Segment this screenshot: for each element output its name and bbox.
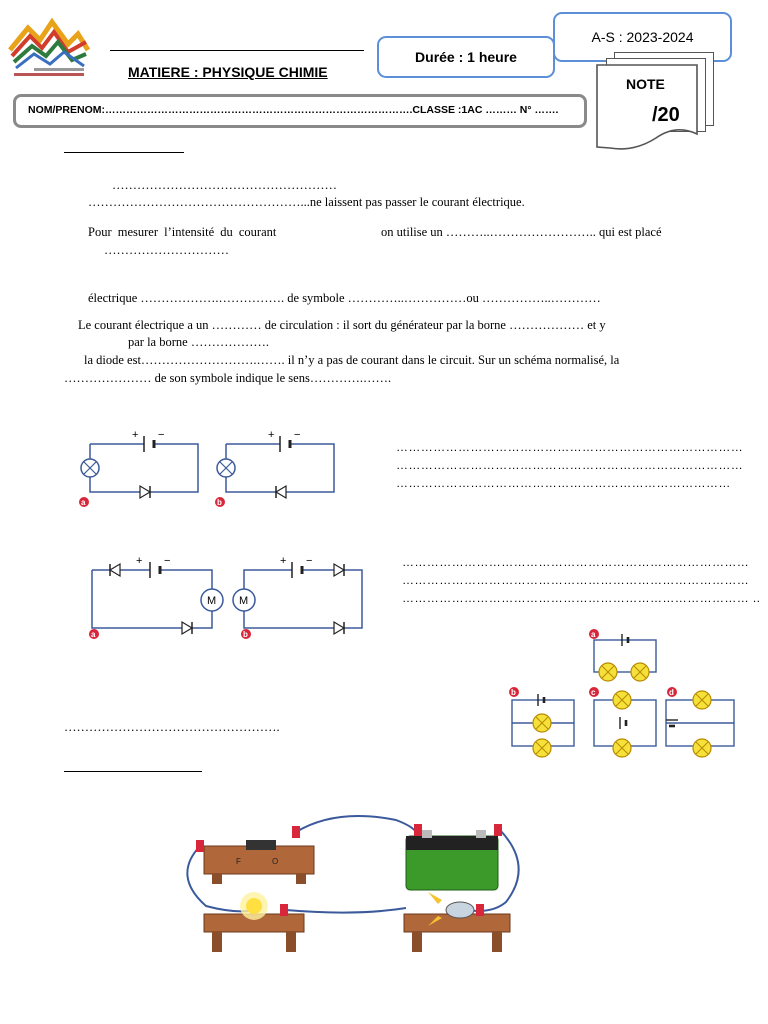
svg-text:c: c [591, 688, 596, 697]
student-info-text: NOM/PRENOM:…………………………………………………………………………….CLASSE :1AC ……… N° ……. [28, 104, 559, 116]
text-line-1: ……………………………………………… [112, 178, 337, 192]
note-sheet [596, 64, 700, 154]
svg-text:+: + [280, 555, 287, 567]
section-heading-line-2 [64, 771, 202, 772]
answer-line-1c: ……………………………………………………………………… [396, 476, 731, 490]
lamp-circuits-group [506, 626, 742, 764]
svg-text:b: b [511, 688, 516, 697]
text-line-6: Le courant électrique a un ………… de circulation : il sort du générateur par la borne ……………… et y [78, 318, 606, 332]
text-line-8: la diode est……………………….……. il n’y a pas de courant dans le circuit. Sur un schéma normalisé, la [84, 353, 620, 367]
svg-text:M: M [239, 595, 249, 607]
svg-text:−: − [306, 555, 313, 567]
answer-line-2b: ………………………………………………………………………… [402, 573, 750, 587]
header-top-line [110, 50, 364, 51]
circuit-motor-a [80, 552, 230, 642]
text-line-5: électrique ……………….……………. de symbole …………..……………ou ……………..………… [88, 291, 601, 305]
svg-text:a: a [91, 630, 96, 639]
svg-text:O: O [272, 857, 279, 866]
minus-sign: − [158, 429, 165, 441]
text-line-4: ………………………… [104, 243, 229, 257]
student-info-bar [13, 94, 587, 128]
school-logo [6, 14, 90, 80]
svg-text:d: d [669, 688, 674, 697]
text-line-2: ……………………………………………...ne laissent pas passer le courant électrique. [88, 195, 525, 209]
real-circuit-illustration [176, 806, 538, 956]
svg-text:a: a [591, 630, 596, 639]
note-label: NOTE [626, 76, 665, 92]
answer-line-2c: ………………………………………………………………………… .. [402, 591, 761, 605]
answer-line-2a: ………………………………………………………………………… [402, 555, 750, 569]
section-heading-line-1 [64, 152, 184, 153]
school-year-text: A-S : 2023-2024 [591, 29, 694, 45]
circuit-lamp-diode-a [74, 424, 210, 512]
label-a: a [81, 498, 86, 507]
svg-text:+: + [268, 429, 275, 441]
motor-symbol: M [207, 595, 217, 607]
text-line-9: ………………… de son symbole indique le sens………….……. [64, 371, 392, 385]
duration-box [377, 36, 555, 78]
text-line-3a: Pour mesurer l’intensité du courant [88, 225, 277, 239]
duration-text: Durée : 1 heure [415, 49, 517, 65]
note-total: /20 [652, 104, 680, 126]
svg-text:b: b [243, 630, 248, 639]
svg-text:−: − [164, 555, 171, 567]
text-line-7: par la borne ………………. [128, 335, 269, 349]
svg-text:−: − [294, 429, 301, 441]
circuit-lamp-diode-b [210, 424, 346, 512]
subject-title: MATIERE : PHYSIQUE CHIMIE [128, 64, 328, 80]
answer-line-1b: ………………………………………………………………………… [396, 458, 744, 472]
plus-sign: + [132, 429, 139, 441]
text-line-10: ……………………………………………. [64, 720, 280, 734]
label-b: b [217, 498, 222, 507]
svg-text:F: F [236, 857, 241, 866]
circuit-motor-b [228, 552, 378, 642]
answer-line-1a: ………………………………………………………………………… [396, 440, 744, 454]
svg-text:+: + [136, 555, 143, 567]
text-line-3b: on utilise un ………..…………………….. qui est placé [381, 225, 662, 239]
